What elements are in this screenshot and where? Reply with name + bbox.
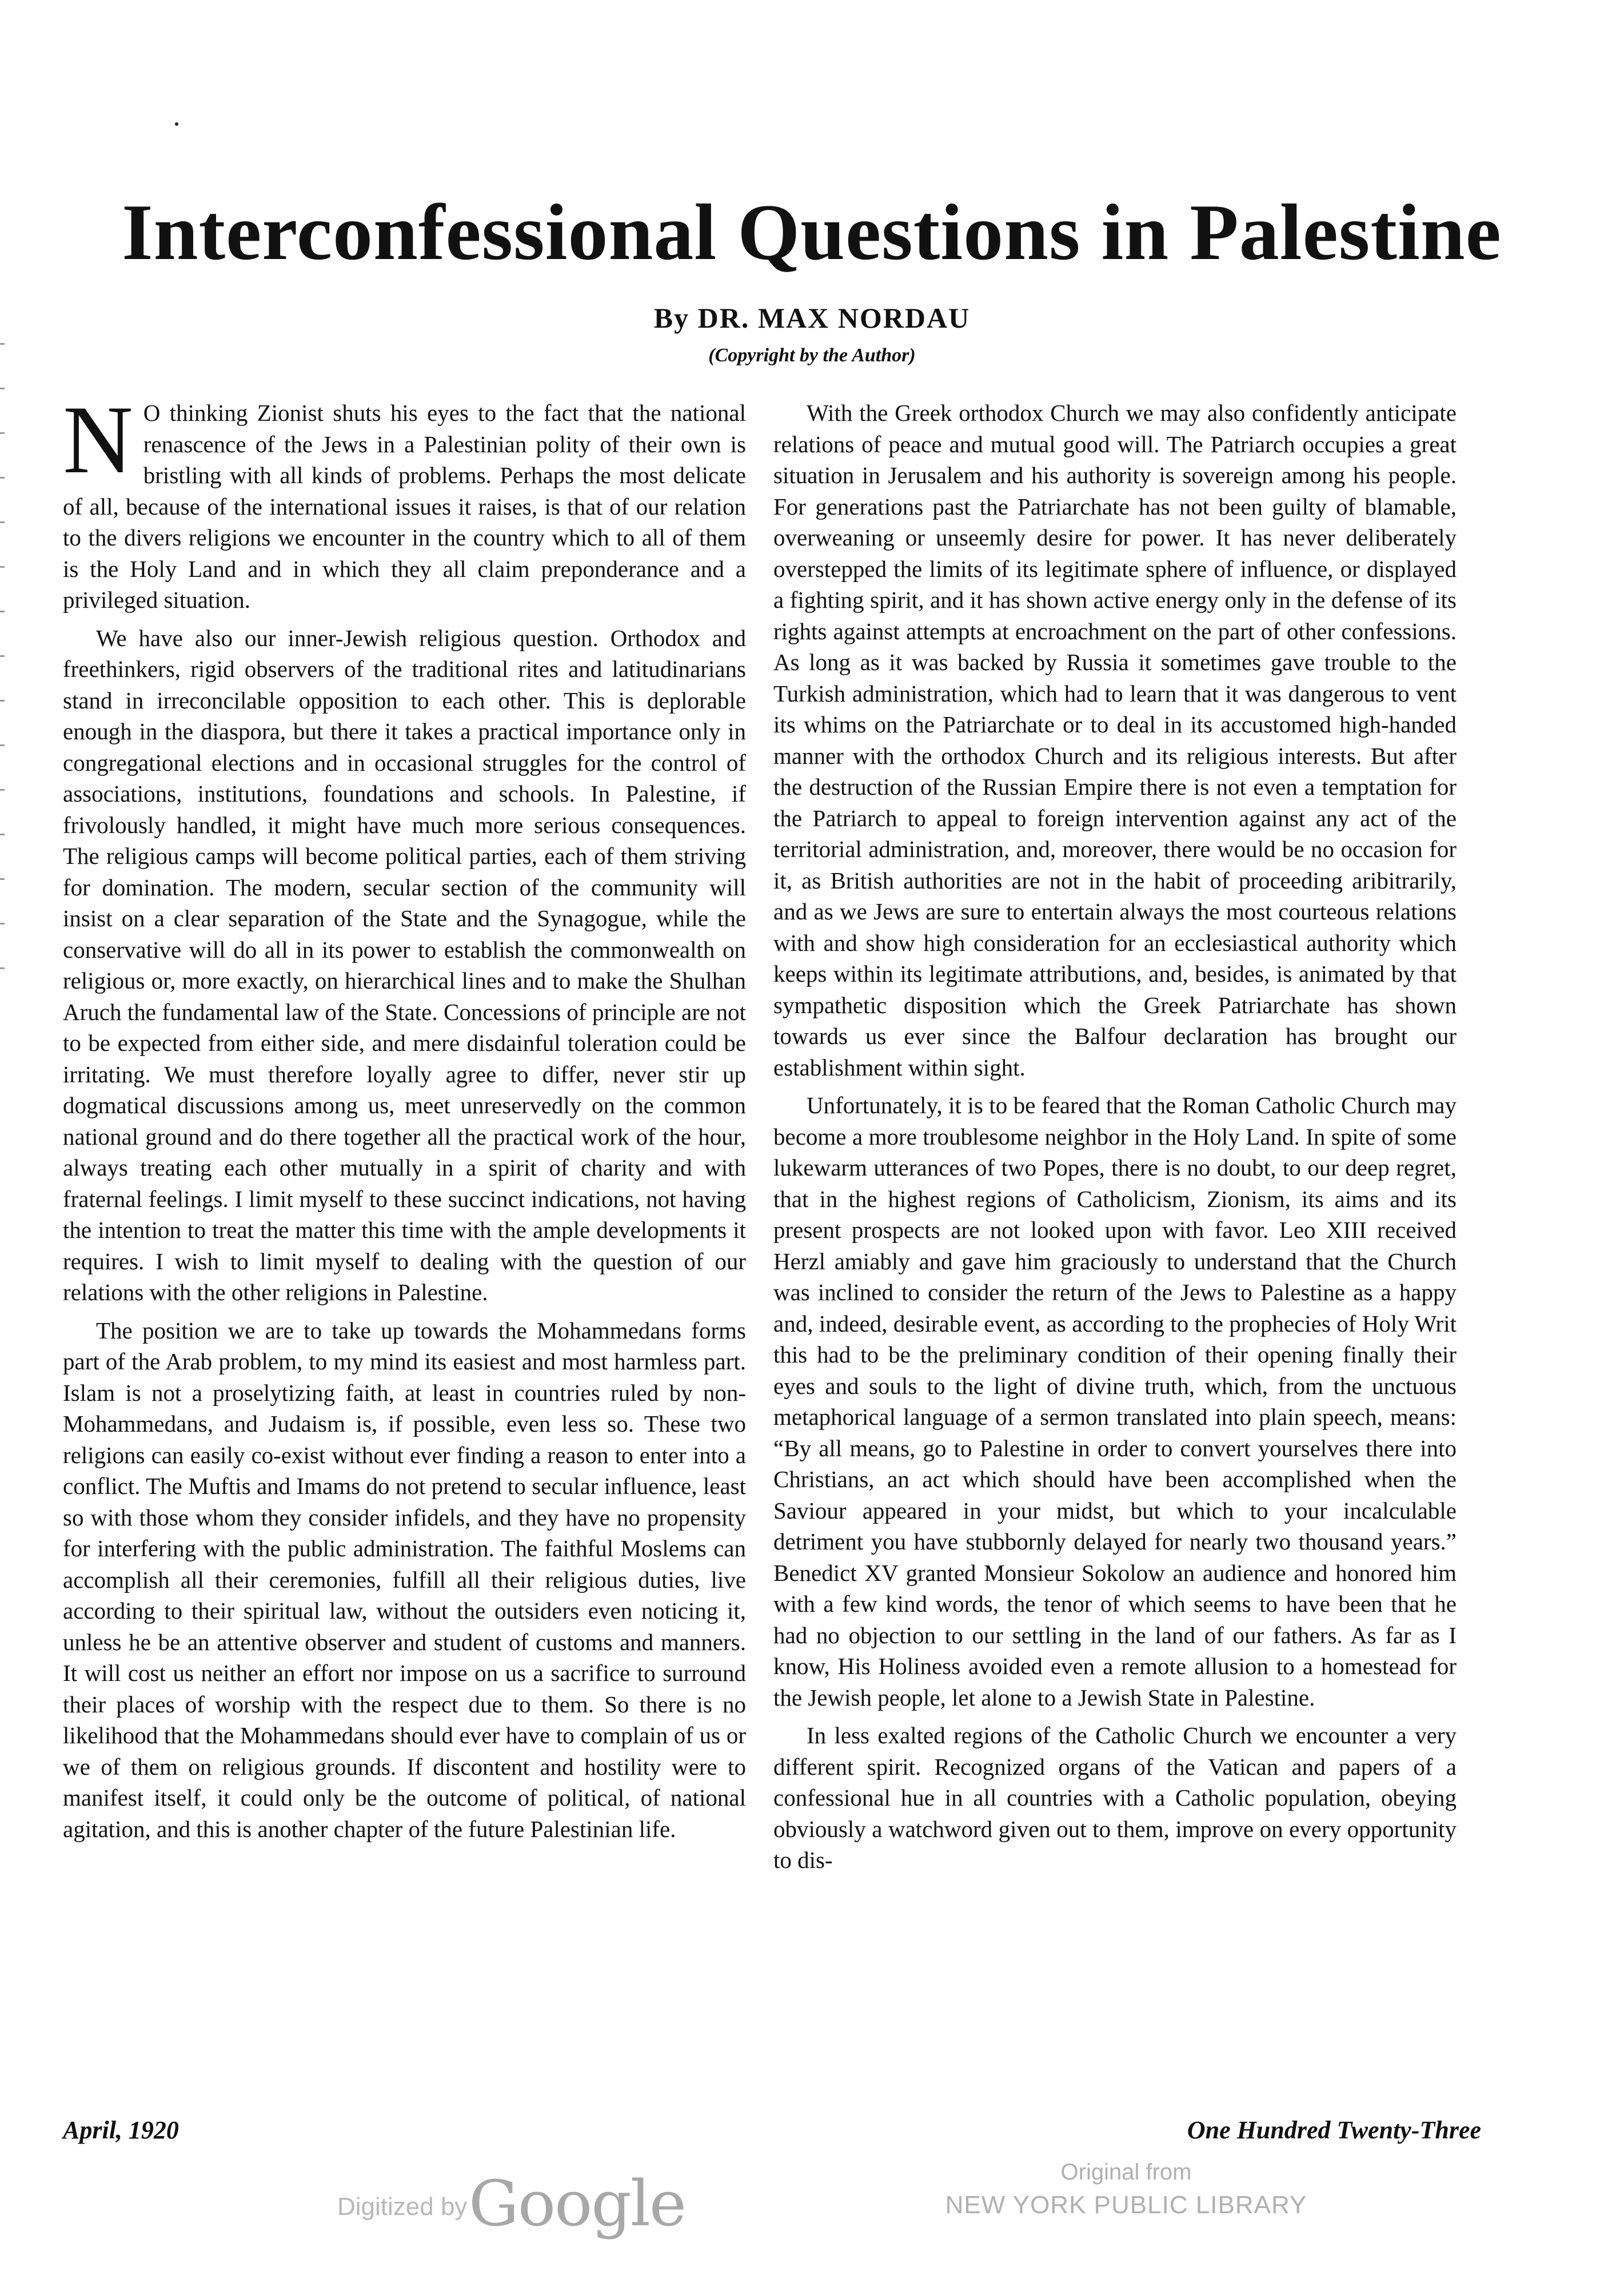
byline-author: DR. MAX NORDAU	[697, 302, 971, 334]
paragraph-3: The position we are to take up towards the Mohammedans forms part of the Arab problem, to my mind its easiest and most harmless part. Islam is not a proselytizing faith, at least in countries ruled by non-Mohammedans, and Judaism is, if possible, even less so. These two religions can easily co-exist without ever finding a reason to enter into a conflict. The Muftis and Imams do not pretend to secular influence, least so with those whom they consider infidels, and they have no propensity for interfering with the public administration. The faithful Moslems can accomplish all their ceremonies, fulfill all their religious duties, live according to their spiritual law, without the outsiders even noticing it, unless he be an attentive observer and student of customs and manners. It will cost us neither an effort nor impose on us a sacrifice to surround their places of worship with the respect due to them. So there is no likelihood that the Mohammedans should ever have to complain of us or we of them on religious grounds. If discontent and hostility were to manifest itself, it could only be the outcome of political, of national agitation, and this is another chapter of the future Palestinian life.	[63, 1317, 746, 1842]
original-from-label: Original from	[1060, 2159, 1192, 2185]
paragraph-2: We have also our inner-Jewish religious question. Orthodox and freethinkers, rigid observers of the traditional rites and latitudinarians stand in irreconcilable opposition to each other. This is deplorable enough in the diaspora, but there it takes a practical importance only in congregational elections and in occasional struggles for the control of associations, institutions, foundations and schools. In Palestine, if frivolously handled, it might have much more serious consequences. The religious camps will become political parties, each of them striving for domination. The modern, secular section of the community will insist on a clear separation of the State and the Synagogue, while the conservative will do all in its power to establish the commonwealth on religious or, more exactly, on hierarchical lines and to make the Shulhan Aruch the fundamental law of the State. Concessions of principle are not to be expected from either side, and mere disdainful toleration could be irritating. We must therefore loyally agree to differ, never stir up dogmatical discussions among us, meet unreservedly on the common national ground and do there together all the practical work of the hour, always treating each other mutually in a spirit of charity and with fraternal feelings. I limit myself to these succinct indications, not having the intention to treat the matter this time with the ample developments it requires. I wish to limit myself to dealing with the question of our relations with the other religions in Palestine.	[63, 624, 746, 1305]
left-column	[63, 386, 746, 1851]
paragraph-4: With the Greek orthodox Church we may also confidently anticipate relations of peace and mutual good will. The Patriarch occupies a great situation in Jerusalem and his authority is sovereign among his people. For generations past the Patriarchate has not been guilty of blamable, overweaning or unseemly desire for power. It has never deliberately overstepped the limits of its legitimate sphere of influence, or displayed a fighting spirit, and it has shown active energy only in the defense of its rights against attempts at encroachment on the part of other confessions. As long as it was backed by Russia it sometimes gave trouble to the Turkish administration, which had to learn that it was dangerous to vent its whims on the Patriarchate or to deal in its accustomed high-handed manner with the orthodox Church and its religious interests. But after the destruction of the Russian Empire there is not even a temptation for the Patriarch to appeal to foreign intervention against any act of the territorial administration, and, moreover, there would be no occasion for it, as British authorities are not in the habit of proceeding aribitrarily, and as we Jews are sure to entertain always the most courteous relations with and show high consideration for an ecclesiastical authority which keeps within its legitimate attributions, and, besides, is animated by that sympathetic disposition which the Greek Patriarchate has shown towards us ever since the Balfour declaration has brought our establishment within sight.	[773, 400, 1457, 1081]
library-name: NEW YORK PUBLIC LIBRARY	[945, 2191, 1307, 2219]
paragraph-6: In less exalted regions of the Catholic Church we encounter a very different spirit. Recognized organs of the Vatican and papers of a confessional hue in all countries with a Catholic population, obeying obviously a watchword given out to them, improve on every opportunity to dis-	[773, 1722, 1457, 1873]
footer-date: April, 1920	[63, 2116, 179, 2144]
drop-cap: N	[63, 386, 133, 493]
byline	[0, 301, 1624, 334]
right-column	[773, 397, 1457, 1883]
google-logo: Google	[469, 2167, 686, 2240]
byline-prefix: By	[653, 302, 690, 334]
digitized-by-label: Digitized by	[337, 2193, 468, 2221]
footer-page-number: One Hundred Twenty-Three	[1187, 2116, 1481, 2144]
paragraph-1	[63, 386, 746, 616]
paragraph-text: O thinking Zionist shuts his eyes to the fact that the national renascence of the Jews in a Palestinian polity of their own is bristling with all kinds of problems. Perhaps the most delicate of all, because of the international issues it raises, is that of our relation to the divers religions we encounter in the country which to all of them is the Holy Land and in which they all claim preponderance and a privileged situation.	[63, 400, 746, 613]
copyright-note: (Copyright by the Author)	[708, 345, 916, 366]
original-source	[943, 2155, 1309, 2222]
article-title: Interconfessional Questions in Palestine	[122, 188, 1502, 277]
margin-scan-marks	[0, 343, 8, 1144]
paragraph-5: Unfortunately, it is to be feared that the Roman Catholic Church may become a more troublesome neighbor in the Holy Land. In spite of some lukewarm utterances of two Popes, there is no doubt, to our deep regret, that in the highest regions of Catholicism, Zionism, its aims and its present prospects are not looked upon with favor. Leo XIII received Herzl amiably and gave him graciously to understand that the Church was inclined to consider the return of the Jews to Palestine as a happy and, indeed, desirable event, as according to the prophecies of Holy Writ this had to be the preliminary condition of their opening finally their eyes and souls to the light of divine truth, which, from the unctuous metaphorical language of a sermon translated into plain speech, means: “By all means, go to Palestine in order to convert yourselves there into Christians, an act which should have been accomplished when the Saviour appeared in your midst, but which to your incalculable detriment you have stubbornly delayed for nearly two thousand years.” Benedict XV granted Monsieur Sokolow an audience and honored him with a few kind words, the tenor of which seems to have been that he had no objection to our settling in the land of our fathers. As far as I know, His Holiness avoided even a remote allusion to a homestead for the Jewish people, let alone to a Jewish State in Palestine.	[773, 1092, 1457, 1711]
print-speck	[175, 122, 178, 126]
